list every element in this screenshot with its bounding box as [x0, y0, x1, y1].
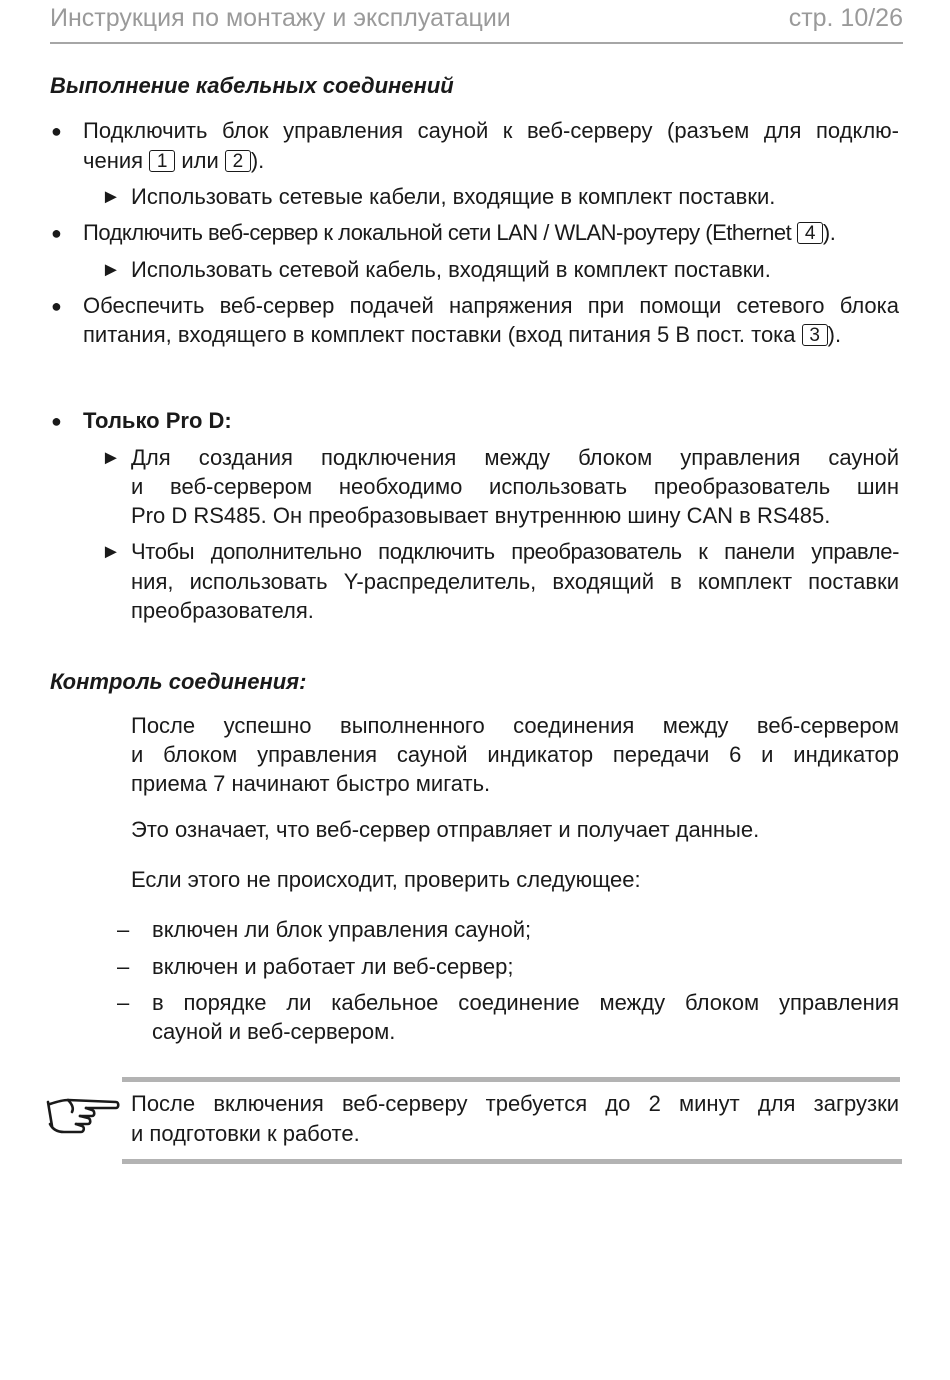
arrow-icon: ►: [101, 186, 121, 208]
text-fragment: питания, входящего в комплект поставки (вход питания 5 В пост. тока: [83, 322, 796, 347]
arrow-icon: ►: [101, 259, 121, 281]
text-fragment: или: [181, 148, 219, 173]
bullet-1-line-2: [83, 146, 264, 176]
bullet-icon: ●: [51, 223, 62, 243]
bullet-3-line-1: Обеспечить веб-сервер подачей напряжения при помощи сетевого блока: [83, 293, 899, 318]
text-fragment: ).: [827, 322, 842, 347]
dash-icon: –: [117, 990, 130, 1015]
bullet-1-instruction: Использовать сетевые кабели, входящие в комплект поставки.: [131, 184, 776, 209]
check-paragraph-line-3: приема 7 начинают быстро мигать.: [131, 771, 491, 796]
text-fragment: чения: [83, 148, 144, 173]
text-fragment: Подключить веб-сервер к локальной сети LAN / WLAN-роутеру (Ethernet: [83, 220, 792, 245]
note-line-2: и подготовки к работе.: [131, 1121, 360, 1146]
check-item-1: включен ли блок управления сауной;: [152, 917, 532, 942]
pointing-hand-icon: [46, 1090, 120, 1138]
note-bottom-rule: [122, 1159, 902, 1164]
pro-d-item-1-line-2: и веб-сервером необходимо использовать преобразователь шин: [131, 474, 899, 499]
pro-d-item-2-line-3: преобразователя.: [131, 598, 314, 623]
section-heading-connection-check: Контроль соединения:: [50, 669, 307, 694]
check-item-3-line-1: в порядке ли кабельное соединение между блоком управления: [152, 990, 899, 1015]
pro-d-item-2-line-1: Чтобы дополнительно подключить преобразователь к панели управле-: [131, 539, 899, 564]
note-top-rule: [122, 1077, 900, 1082]
dash-icon: –: [117, 917, 130, 942]
check-item-2: включен и работает ли веб-сервер;: [152, 954, 514, 979]
check-item-3-line-2: сауной и веб-сервером.: [152, 1019, 396, 1044]
text-fragment: ).: [822, 220, 836, 245]
page-header: [50, 4, 903, 44]
connector-number-box: 2: [225, 150, 251, 172]
connector-number-box: 4: [797, 222, 823, 244]
bullet-icon: ●: [51, 296, 62, 316]
check-if-not-text: Если этого не происходит, проверить следующее:: [131, 867, 641, 892]
pro-d-item-1-line-1: Для создания подключения между блоком управления сауной: [131, 445, 899, 470]
page-number: стр. 10/26: [788, 4, 903, 32]
section-heading-cable-connections: Выполнение кабельных соединений: [50, 73, 454, 98]
document-title: Инструкция по монтажу и эксплуатации: [50, 4, 511, 32]
bullet-icon: ●: [51, 411, 62, 431]
pro-d-item-1-line-3: Pro D RS485. Он преобразовывает внутреннюю шину CAN в RS485.: [131, 503, 831, 528]
note-line-1: После включения веб-серверу требуется до 2 минут для загрузки: [131, 1091, 899, 1116]
check-meaning-text: Это означает, что веб-сервер отправляет и получает данные.: [131, 817, 760, 842]
connector-number-box: 1: [149, 150, 175, 172]
arrow-icon: ►: [101, 447, 121, 469]
text-fragment: ).: [250, 148, 265, 173]
dash-icon: –: [117, 954, 130, 979]
bullet-2-line-1: [83, 218, 835, 248]
pro-d-item-2-line-2: ния, использовать Y-распределитель, входящий в комплект поставки: [131, 569, 899, 594]
pro-d-label: Только Pro D:: [83, 408, 232, 433]
arrow-icon: ►: [101, 541, 121, 563]
connector-number-box: 3: [802, 324, 828, 346]
bullet-3-line-2: [83, 320, 841, 350]
check-paragraph-line-2: и блоком управления сауной индикатор передачи 6 и индикатор: [131, 742, 899, 767]
bullet-1-line-1: Подключить блок управления сауной к веб-серверу (разъем для подклю-: [83, 118, 899, 143]
bullet-2-instruction: Использовать сетевой кабель, входящий в комплект поставки.: [131, 257, 771, 282]
bullet-icon: ●: [51, 121, 62, 141]
check-paragraph-line-1: После успешно выполненного соединения между веб-сервером: [131, 713, 899, 738]
